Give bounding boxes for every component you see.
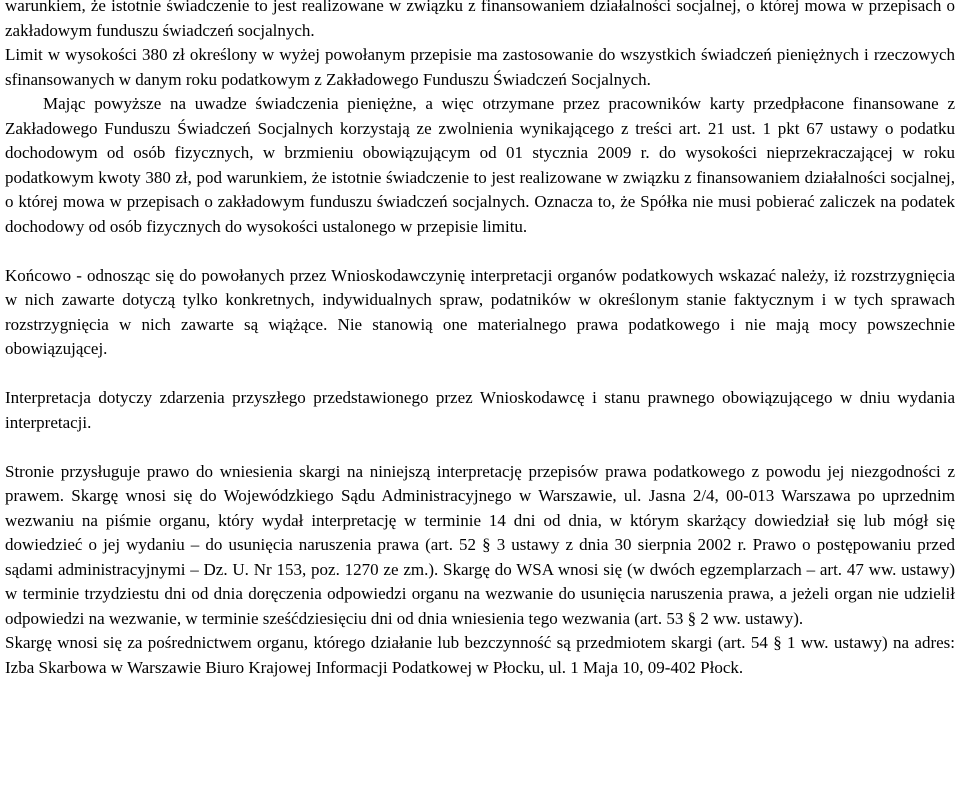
paragraph-scope: Interpretacja dotyczy zdarzenia przyszłego przedstawionego przez Wnioskodawcę i stanu prawnego obowiązującego w dniu wydania interpretacji.: [5, 388, 955, 432]
paragraph-appeal-rights: Stronie przysługuje prawo do wniesienia skargi na niniejszą interpretację przepisów prawa podatkowego z powodu jej niezgodności z prawem. Skargę wnosi się do Wojewódzkiego Sądu Administracyjnego w Warszawie, ul. Jasna 2/4, 00-013 Warszawa po uprzednim wezwaniu na piśmie organu, który wydał interpretację w terminie 14 dni od dnia, w którym skarżący dowiedział się lub mógł się dowiedzieć o jej wydaniu – do usunięcia naruszenia prawa (art. 52 § 3 ustawy z dnia 30 sierpnia 2002 r. Prawo o postępowaniu przed sądami administracyjnymi – Dz. U. Nr 153, poz. 1270 ze zm.). Skargę do WSA wnosi się (w dwóch egzemplarzach – art. 47 ww. ustawy) w terminie trzydziestu dni od dnia doręczenia odpowiedzi organu na wezwanie do usunięcia naruszenia prawa, a jeżeli organ nie udzielił odpowiedzi na wezwanie, w terminie sześćdziesięciu dni od dnia wniesienia tego wezwania (art. 53 § 2 ww. ustawy).: [5, 461, 955, 628]
paragraph-continuation: warunkiem, że istotnie świadczenie to jest realizowane w związku z finansowaniem działalności socjalnej, o której mowa w przepisach o zakładowym funduszu świadczeń socjalnych.: [5, 0, 955, 40]
paragraph-appeal-address: Skargę wnosi się za pośrednictwem organu, którego działanie lub bezczynność są przedmiotem skargi (art. 54 § 1 ww. ustawy) na adres: Izba Skarbowa w Warszawie Biuro Krajowej Informacji Podatkowej w Płocku, ul. 1 Maja 10, 09-402 Płock.: [5, 633, 955, 677]
paragraph-spacer: [5, 239, 955, 264]
paragraph-limit: Limit w wysokości 380 zł określony w wyżej powołanym przepisie ma zastosowanie do wszystkich świadczeń pieniężnych i rzeczowych sfinansowanych w danym roku podatkowym z Zakładowego Funduszu Świadczeń Socjalnych.: [5, 45, 955, 89]
document-page: [5, 0, 955, 680]
paragraph-final-remarks: Końcowo - odnosząc się do powołanych przez Wnioskodawczynię interpretacji organów podatkowych wskazać należy, iż rozstrzygnięcia w nich zawarte dotyczą tylko konkretnych, indywidualnych spraw, podatników w określonym stanie faktycznym i w tych sprawach rozstrzygnięcia w nich zawarte są wiążące. Nie stanowią one materialnego prawa podatkowego i nie mają mocy powszechnie obowiązującej.: [5, 265, 955, 358]
paragraph-spacer: [5, 435, 955, 460]
paragraph-spacer: [5, 362, 955, 387]
paragraph-conclusion: Mając powyższe na uwadze świadczenia pieniężne, a więc otrzymane przez pracowników karty przedpłacone finansowane z Zakładowego Funduszu Świadczeń Socjalnych korzystają ze zwolnienia wynikającego z treści art. 21 ust. 1 pkt 67 ustawy o podatku dochodowym od osób fizycznych, w brzmieniu obowiązującym od 01 stycznia 2009 r. do wysokości nieprzekraczającej w roku podatkowym kwoty 380 zł, pod warunkiem, że istotnie świadczenie to jest realizowane w związku z finansowaniem działalności socjalnej, o której mowa w przepisach o zakładowym funduszu świadczeń socjalnych. Oznacza to, że Spółka nie musi pobierać zaliczek na podatek dochodowy od osób fizycznych do wysokości ustalonego w przepisie limitu.: [5, 94, 955, 236]
